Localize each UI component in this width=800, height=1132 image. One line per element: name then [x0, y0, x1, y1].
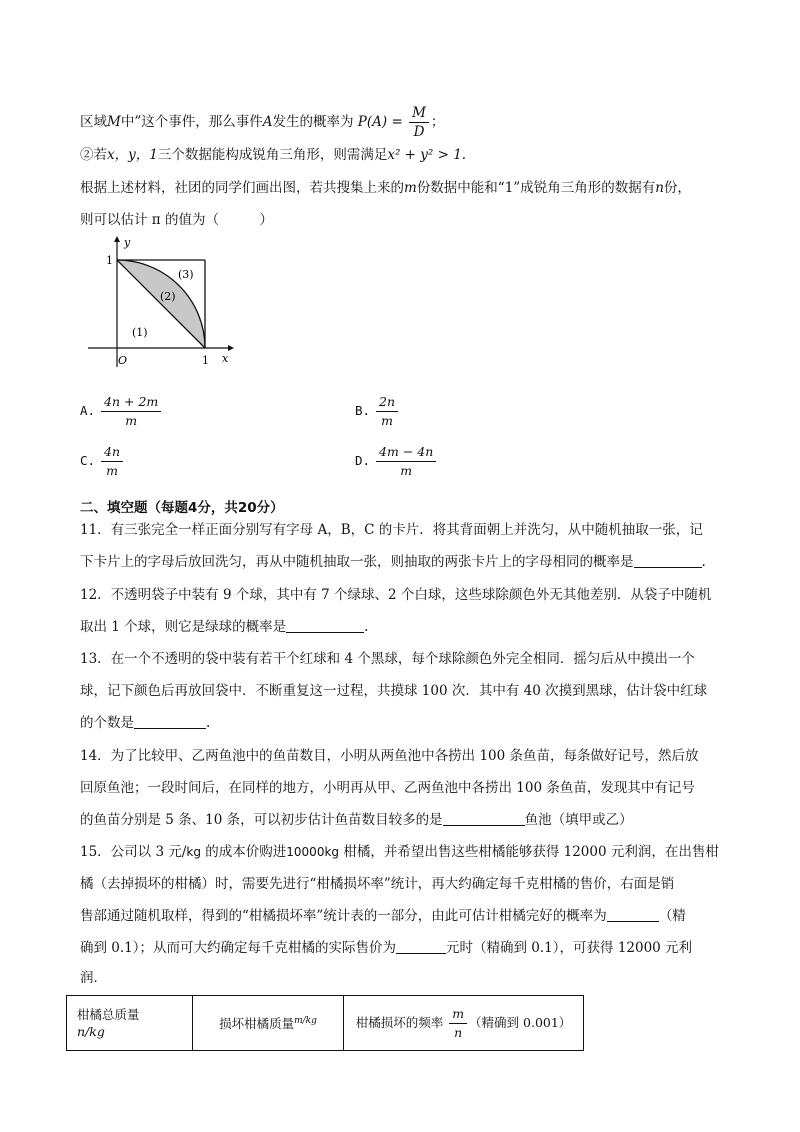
text: 15．公司以 3 元/: [80, 844, 187, 860]
fraction-m-over-n: [449, 1005, 467, 1042]
unit-kg: kg: [186, 845, 201, 859]
q15-line-1: [80, 842, 719, 862]
option-fraction: [376, 393, 398, 430]
option-b[interactable]: [355, 393, 400, 430]
material-line-4: [80, 210, 273, 230]
region-3-label: (3): [178, 268, 194, 281]
q14-line-3: [80, 810, 633, 830]
q13-line-1: 13．在一个不透明的袋中装有若干个红球和 4 个黑球，每个球除颜色外完全相同．摇匀后从中摸出一个: [80, 651, 695, 667]
q11-line-1: 11．有三张完全一样正面分别写有字母 A，B，C 的卡片．将其背面朝上并洗匀，从中随机抽取一张，记: [80, 522, 703, 538]
fraction-numerator: 4n: [101, 443, 123, 462]
q11-line-2: [80, 552, 706, 572]
option-d[interactable]: [355, 443, 438, 480]
question-stem: 则可以估计 π 的值为（ ）: [80, 212, 273, 228]
q14-line-1: 14．为了比较甲、乙两鱼池中的鱼苗数目，小明从两鱼池中各捞出 100 条鱼苗，每条做好记号，然后放: [80, 748, 699, 764]
option-label: C.: [80, 453, 96, 468]
quarter-circle-figure: [80, 232, 250, 372]
q13-answer-blank[interactable]: [134, 714, 206, 729]
text: 取出 1 个球，则它是绿球的概率是: [80, 619, 287, 635]
text: ；: [430, 114, 445, 130]
header-damaged-mass: [193, 996, 344, 1051]
x-label: x: [222, 352, 229, 365]
material-line-1: [80, 104, 444, 141]
q12-answer-blank[interactable]: [286, 618, 364, 633]
region-2-label: (2): [160, 290, 176, 303]
option-label: A.: [80, 403, 96, 418]
material-line-2: [80, 145, 466, 165]
text: 的个数是: [80, 715, 134, 731]
option-fraction: [376, 443, 436, 480]
fraction-numerator: 4n + 2m: [101, 393, 161, 412]
one-y-label: 1: [106, 254, 113, 267]
header-text: 柑橘总质量: [77, 1007, 140, 1022]
text: 售部通过随机取样，得到的“柑橘损坏率”统计表的一部分，由此可估计柑橘完好的概率为: [80, 908, 607, 924]
text: 根据上述材料，社团的同学们画出图，若共搜集上来的: [80, 180, 404, 196]
fraction-denominator: n: [454, 1024, 463, 1040]
origin-label: O: [118, 354, 128, 367]
text: .: [206, 715, 211, 731]
q15-line-5: 润．: [80, 970, 107, 986]
q11-answer-blank[interactable]: [634, 553, 702, 568]
text: 确到 0.1）；从而可大约确定每千克柑橘的实际售价为: [80, 940, 397, 956]
header-text: 损坏柑橘质量: [219, 1016, 295, 1031]
option-c[interactable]: [80, 443, 125, 480]
fraction-numerator: 2n: [376, 393, 398, 412]
fraction-numerator: 4m − 4n: [376, 443, 436, 462]
var-M: M: [107, 114, 121, 130]
text: 三个数据能构成锐角三角形，则需满足: [157, 147, 388, 163]
mass-value: 10000kg: [286, 845, 340, 859]
text: ②若: [80, 147, 107, 163]
text: 份数据中能和“1”成锐角三角形的数据有: [416, 180, 656, 196]
var-A: A: [262, 114, 273, 130]
option-fraction: [101, 443, 123, 480]
option-a[interactable]: [80, 393, 163, 430]
y-label: y: [124, 236, 131, 249]
header-total-mass: [67, 996, 193, 1051]
fraction-denominator: D: [413, 124, 425, 140]
fraction-denominator: m: [400, 463, 413, 478]
orange-damage-table: [66, 995, 584, 1051]
text: 发生的概率为: [272, 114, 354, 130]
region-1-label: (1): [132, 326, 148, 339]
text: .: [701, 554, 706, 570]
q15-answer-blank-1[interactable]: [607, 907, 659, 922]
option-label: B.: [355, 403, 371, 418]
header-text: 柑橘损坏的频率: [355, 1014, 444, 1030]
table-header-row: [67, 996, 584, 1051]
q13-line-3: [80, 713, 210, 733]
text: 的鱼苗分别是 5 条、10 条，可以初步估计鱼苗数目较多的是: [80, 812, 443, 828]
option-label: D.: [355, 453, 371, 468]
text: .: [364, 619, 369, 635]
q15-line-4: [80, 938, 692, 958]
q15-line-3: [80, 906, 686, 926]
q12-line-2: [80, 617, 368, 637]
text: 下卡片上的字母后放回洗匀，再从中随机抽取一张，则抽取的两张卡片上的字母相同的概率是: [80, 554, 634, 570]
section-title: 二、填空题（每题4分，共20分）: [80, 500, 284, 516]
formula-PA: P(A) =: [357, 114, 403, 130]
one-x-label: 1: [202, 354, 209, 367]
q14-line-2: 回原鱼池；一段时间后，在同样的地方，小明再从甲、乙两鱼池中各捞出 100 条鱼苗，发现其中有记号: [80, 780, 695, 796]
q15-line-2: 橘（去掉损坏的柑橘）时，需要先进行“柑橘损坏率”统计，再大约确定每千克柑橘的售价，右面是销: [80, 876, 675, 892]
header-damage-frequency: [344, 996, 584, 1051]
vars: x，y，1: [107, 147, 158, 163]
text: 鱼池（填甲或乙）: [524, 812, 633, 828]
x-axis-arrow: [228, 345, 234, 351]
fraction-numerator: M: [409, 104, 429, 123]
var-m: m: [404, 180, 417, 196]
header-precision: （精确到 0.001）: [469, 1014, 572, 1030]
var-n: n: [655, 180, 664, 196]
fraction-denominator: m: [381, 413, 393, 428]
q12-line-1: 12．不透明袋子中装有 9 个球，其中有 7 个绿球、2 个白球，这些球除颜色外无其他差别．从袋子中随机: [80, 587, 712, 603]
q13-line-2: 球，记下颜色后再放回袋中．不断重复这一过程，共摸球 100 次．其中有 40 次摸到黑球，估计袋中红球: [80, 683, 708, 699]
text: （精: [658, 908, 686, 924]
material-line-3: [80, 178, 691, 198]
text: 柑橘，并希望出售这些柑橘能够获得 12000 元利润，在出售柑: [339, 844, 719, 860]
text: 元时（精确到 0.1），可获得 12000 元利: [446, 940, 693, 956]
q14-answer-blank[interactable]: [443, 811, 525, 826]
condition: x² + y² > 1.: [387, 147, 467, 163]
fraction-denominator: m: [125, 413, 138, 428]
fraction-numerator: m: [449, 1005, 467, 1024]
option-fraction: [101, 393, 161, 430]
fraction-M-over-D: [409, 104, 429, 141]
header-unit: n/kg: [77, 1024, 105, 1039]
fraction-denominator: m: [106, 463, 118, 478]
q15-answer-blank-2[interactable]: [396, 939, 446, 954]
text: 份，: [663, 180, 691, 196]
y-axis-arrow: [114, 236, 120, 242]
text: 的成本价购进: [200, 844, 287, 860]
header-unit: m/kg: [294, 1015, 317, 1026]
text: 区域: [80, 114, 107, 130]
text: 中”这个事件，那么事件: [120, 114, 263, 130]
